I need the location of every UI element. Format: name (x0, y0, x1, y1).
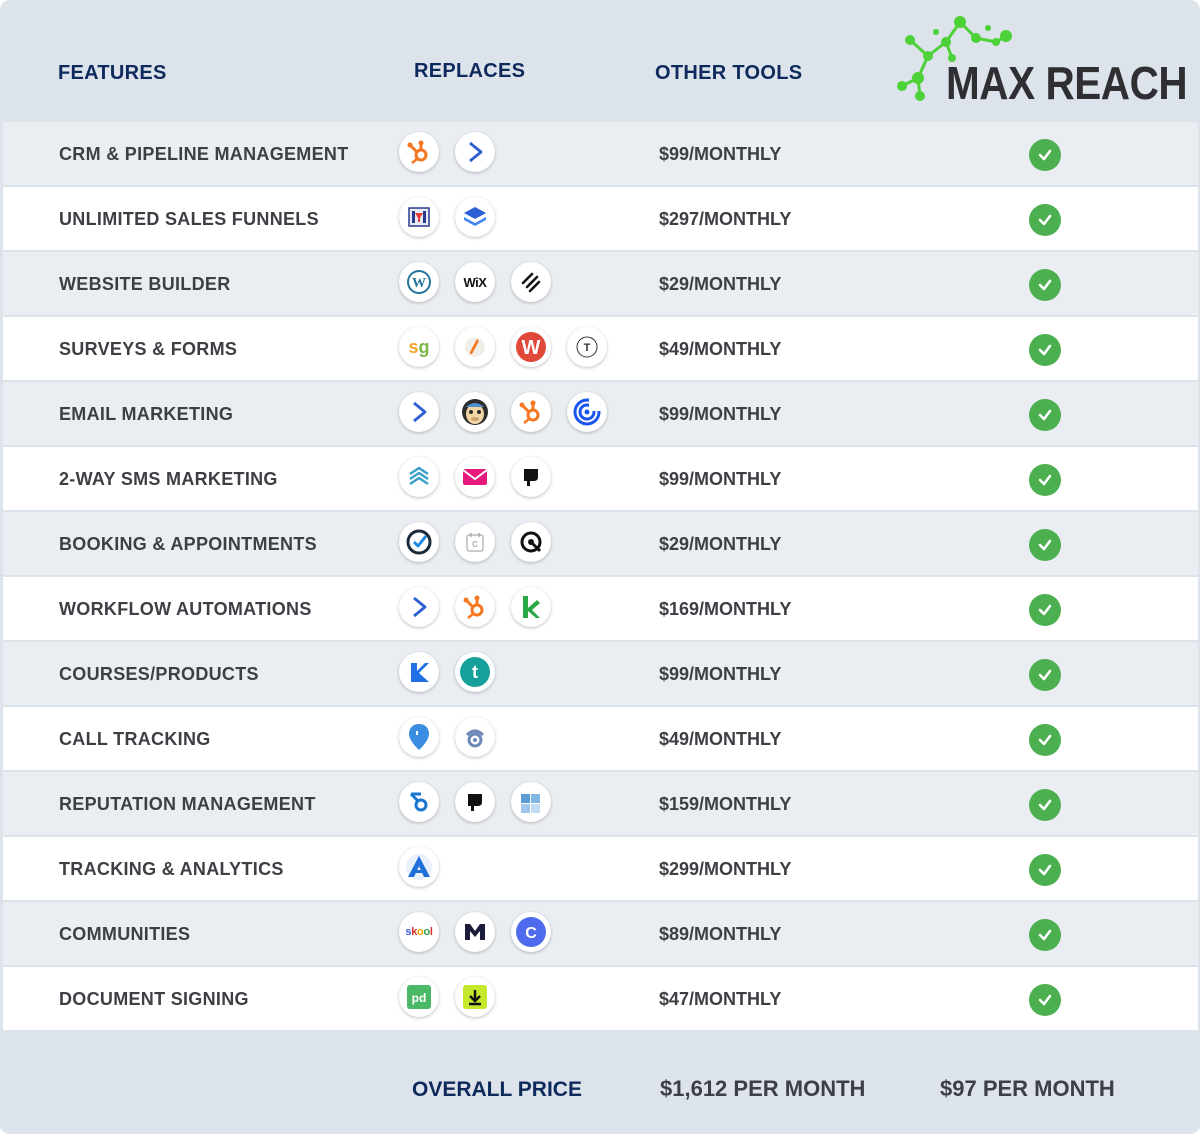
table-row (3, 772, 1198, 837)
other-tools-price: $99/MONTHLY (659, 144, 782, 164)
check-icon (1029, 789, 1061, 821)
birdeye-icon (399, 782, 439, 822)
svg-text:C: C (472, 540, 478, 549)
table-row (3, 837, 1198, 902)
table-row (3, 317, 1198, 382)
feature-name: DOCUMENT SIGNING (59, 989, 249, 1009)
other-tools-price: $47/MONTHLY (659, 989, 782, 1009)
check-icon (1029, 724, 1061, 756)
feature-name: TRACKING & ANALYTICS (59, 859, 284, 879)
other-tools-price: $29/MONTHLY (659, 534, 782, 554)
wordpress-icon (399, 262, 439, 302)
feature-rows (3, 122, 1198, 1032)
typeform-icon (567, 327, 607, 367)
svg-text:W: W (521, 337, 541, 359)
table-footer (0, 1030, 1200, 1134)
table-row (3, 707, 1198, 772)
other-tools-price: $99/MONTHLY (659, 469, 782, 489)
brand-name: MAX REACH (946, 57, 1188, 109)
other-tools-header: OTHER TOOLS (655, 62, 803, 84)
feature-name: 2-WAY SMS MARKETING (59, 469, 278, 489)
circle-icon (511, 912, 551, 952)
replaced-tools (399, 457, 551, 501)
clickfunnels-icon (399, 197, 439, 237)
download-icon (455, 977, 495, 1017)
other-tools-total: $1,612 PER MONTH (660, 1076, 866, 1101)
other-tools-price: $99/MONTHLY (659, 404, 782, 424)
table-row (3, 577, 1198, 642)
feature-name: EMAIL MARKETING (59, 404, 234, 424)
table-row (3, 252, 1198, 317)
feature-name: REPUTATION MANAGEMENT (59, 794, 316, 814)
svg-text:pd: pd (411, 991, 427, 1005)
table-row (3, 642, 1198, 707)
check-icon (1029, 659, 1061, 691)
replaces-header: REPLACES (414, 60, 526, 82)
podium-icon (511, 457, 551, 497)
svg-text:T: T (583, 342, 591, 354)
svg-text:W: W (412, 276, 426, 291)
table-header (0, 0, 1200, 122)
constant-contact-icon (567, 392, 607, 432)
replaced-tools (399, 847, 439, 891)
check-icon (1029, 269, 1061, 301)
check-icon (1029, 594, 1061, 626)
feature-name: CALL TRACKING (59, 729, 211, 749)
replaced-tools (399, 652, 495, 696)
podium-icon (455, 782, 495, 822)
other-tools-price: $169/MONTHLY (659, 599, 792, 619)
table-row (3, 382, 1198, 447)
kajabi-icon (399, 652, 439, 692)
table-row (3, 512, 1198, 577)
calltrackingmetrics-icon (455, 717, 495, 757)
replaced-tools (399, 262, 551, 306)
keap-icon (511, 587, 551, 627)
check-icon (1029, 464, 1061, 496)
replaced-tools (399, 197, 495, 241)
replaced-tools (399, 327, 607, 371)
replaced-tools (399, 587, 551, 631)
svg-text:t: t (472, 662, 478, 682)
formstack-icon (455, 327, 495, 367)
calendly-icon (455, 522, 495, 562)
activecampaign-icon (399, 392, 439, 432)
feature-name: SURVEYS & FORMS (59, 339, 238, 359)
hubspot-icon (455, 587, 495, 627)
activecampaign-icon (399, 587, 439, 627)
other-tools-price: $89/MONTHLY (659, 924, 782, 944)
feature-name: WEBSITE BUILDER (59, 274, 231, 294)
other-tools-price: $297/MONTHLY (659, 209, 792, 229)
max-reach-total: $97 PER MONTH (940, 1076, 1115, 1101)
check-icon (1029, 919, 1061, 951)
textmagic-icon (399, 457, 439, 497)
check-icon (1029, 854, 1061, 886)
replaced-tools (399, 717, 495, 761)
feature-name: COURSES/PRODUCTS (59, 664, 259, 684)
check-icon (1029, 399, 1061, 431)
other-tools-price: $299/MONTHLY (659, 859, 792, 879)
acuity-icon (399, 522, 439, 562)
replaced-tools (399, 912, 551, 956)
feature-name: UNLIMITED SALES FUNNELS (59, 209, 319, 229)
max-reach-logo (888, 12, 1188, 112)
table-row (3, 967, 1198, 1032)
activecampaign-icon (455, 132, 495, 172)
skool-icon: skool (399, 912, 439, 952)
setmore-icon (511, 522, 551, 562)
mailchimp-icon (455, 392, 495, 432)
feature-name: WORKFLOW AUTOMATIONS (59, 599, 312, 619)
table-row (3, 447, 1198, 512)
features-header: FEATURES (58, 62, 167, 84)
table-row (3, 187, 1198, 252)
replaced-tools (399, 132, 495, 176)
other-tools-price: $159/MONTHLY (659, 794, 792, 814)
replaced-tools (399, 392, 607, 436)
check-icon (1029, 984, 1061, 1016)
puzzle-icon (511, 782, 551, 822)
check-icon (1029, 334, 1061, 366)
other-tools-price: $99/MONTHLY (659, 664, 782, 684)
replaced-tools (399, 977, 495, 1021)
other-tools-price: $49/MONTHLY (659, 339, 782, 359)
sms-envelope-icon (455, 457, 495, 497)
other-tools-price: $29/MONTHLY (659, 274, 782, 294)
wufoo-icon (511, 327, 551, 367)
table-row (3, 902, 1198, 967)
squarespace-icon (511, 262, 551, 302)
check-icon (1029, 204, 1061, 236)
callrail-icon (399, 717, 439, 757)
hubspot-icon (511, 392, 551, 432)
replaced-tools (399, 522, 551, 566)
table-row (3, 122, 1198, 187)
check-icon (1029, 139, 1061, 171)
hubspot-icon (399, 132, 439, 172)
feature-name: COMMUNITIES (59, 924, 191, 944)
teachable-icon (455, 652, 495, 692)
check-icon (1029, 529, 1061, 561)
surveygizmo-icon: sg (399, 327, 439, 367)
other-tools-price: $49/MONTHLY (659, 729, 782, 749)
feature-name: BOOKING & APPOINTMENTS (59, 534, 317, 554)
overall-price-label: OVERALL PRICE (412, 1078, 582, 1101)
feature-name: CRM & PIPELINE MANAGEMENT (59, 144, 349, 164)
pandadoc-icon (399, 977, 439, 1017)
analytics-icon (399, 847, 439, 887)
wix-icon: WiX (455, 262, 495, 302)
layers-icon (455, 197, 495, 237)
svg-text:C: C (525, 925, 537, 942)
replaced-tools (399, 782, 551, 826)
mighty-networks-icon (455, 912, 495, 952)
